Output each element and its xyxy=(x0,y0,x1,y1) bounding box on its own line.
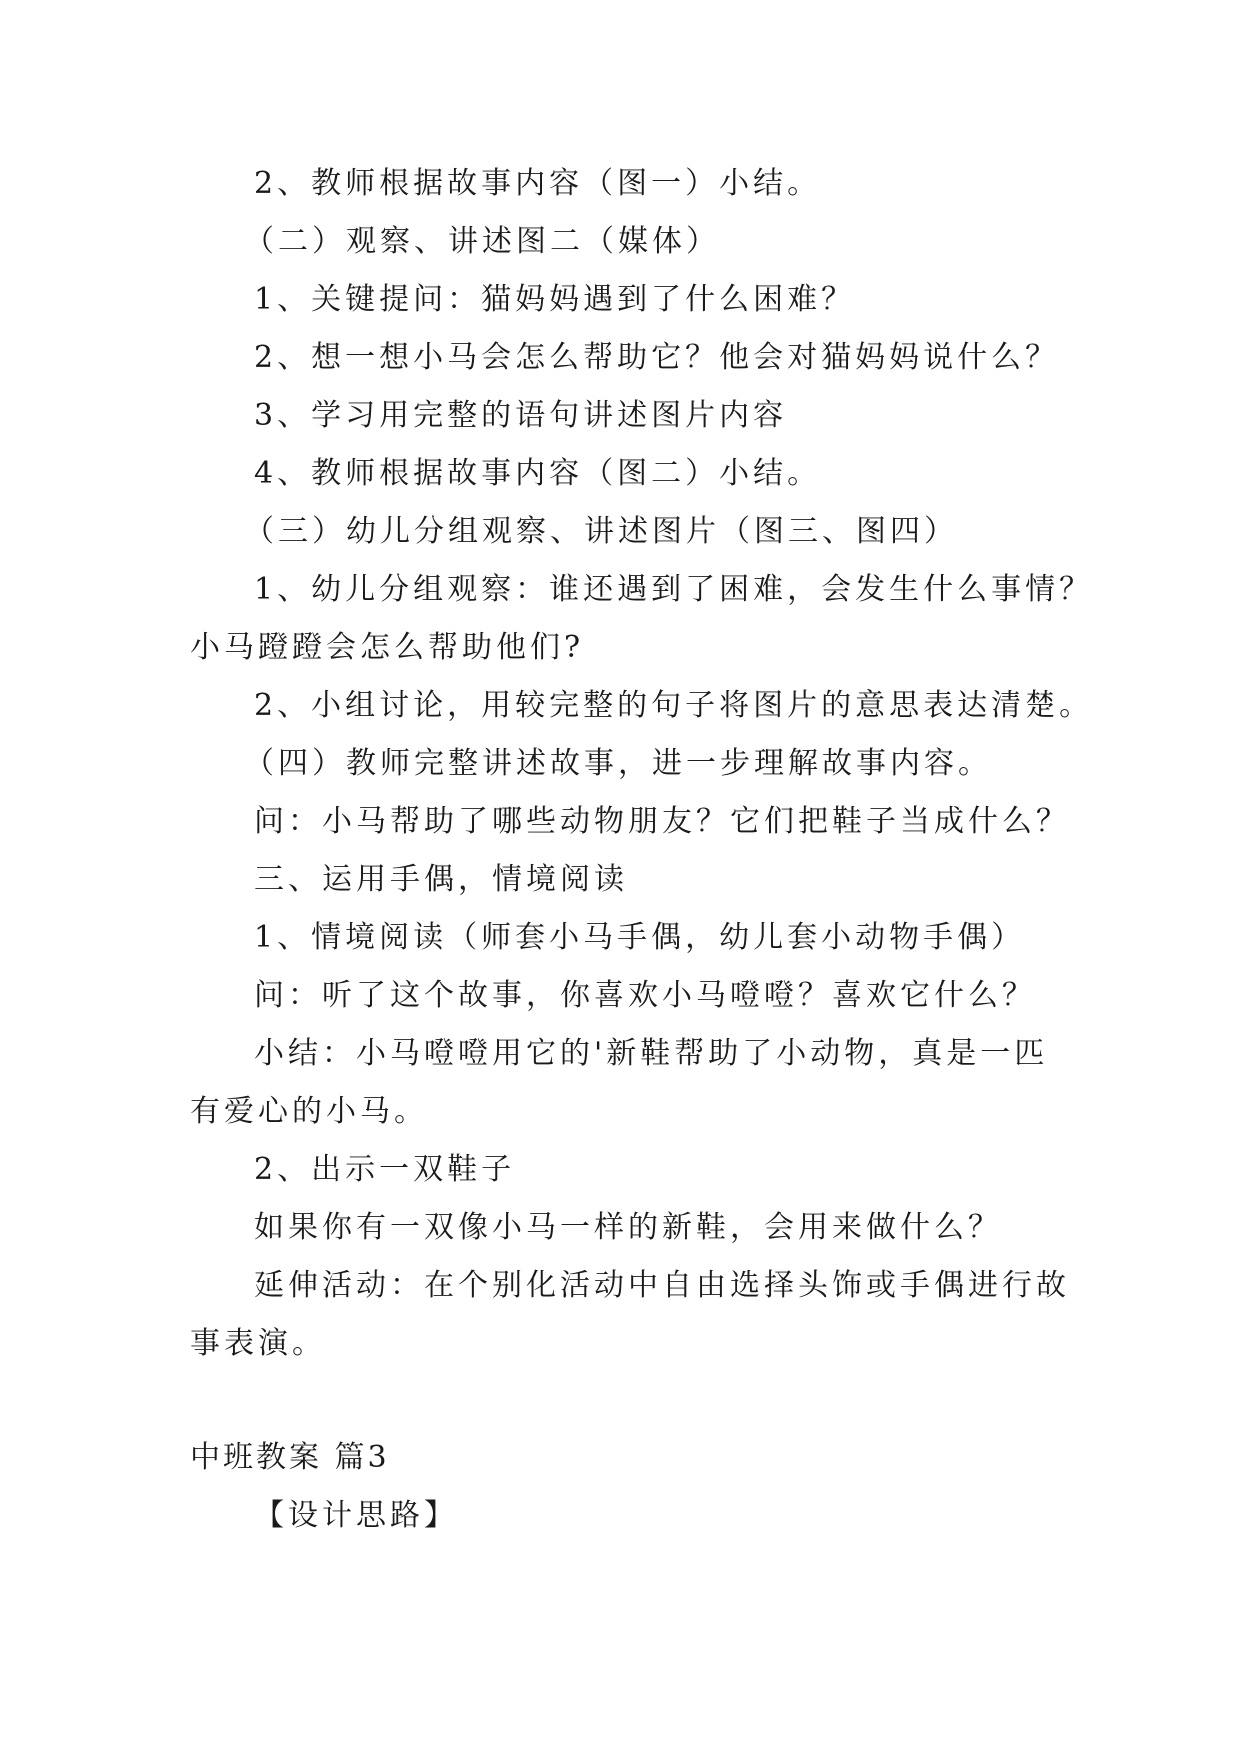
paragraph-line: 如果你有一双像小马一样的新鞋，会用来做什么？ xyxy=(254,1210,1002,1245)
paragraph-line: 4、教师根据故事内容（图二）小结。 xyxy=(254,456,822,491)
paragraph-line: 3、学习用完整的语句讲述图片内容 xyxy=(254,398,788,433)
design-heading: 【设计思路】 xyxy=(254,1498,458,1533)
paragraph-line: 1、关键提问：猫妈妈遇到了什么困难？ xyxy=(254,282,856,317)
paragraph-line: 1、幼儿分组观察：谁还遇到了困难，会发生什么事情？ xyxy=(254,572,1094,607)
paragraph-line: 事表演。 xyxy=(190,1326,326,1361)
paragraph-line: 2、小组讨论，用较完整的句子将图片的意思表达清楚。 xyxy=(254,688,1094,723)
paragraph-line: 2、想一想小马会怎么帮助它？他会对猫妈妈说什么？ xyxy=(254,340,1060,375)
paragraph-line: 延伸活动：在个别化活动中自由选择头饰或手偶进行故 xyxy=(254,1268,1070,1303)
paragraph-line: 有爱心的小马。 xyxy=(190,1094,428,1129)
sub-heading: （三）幼儿分组观察、讲述图片（图三、图四） xyxy=(244,514,958,549)
sub-heading: （二）观察、讲述图二（媒体） xyxy=(244,224,720,259)
paragraph-line: 1、情境阅读（师套小马手偶，幼儿套小动物手偶） xyxy=(254,920,1026,955)
paragraph-line: 小结：小马噔噔用它的'新鞋帮助了小动物，真是一匹 xyxy=(254,1036,1049,1071)
paragraph-line: 问：听了这个故事，你喜欢小马噔噔？喜欢它什么？ xyxy=(254,978,1036,1013)
paragraph-line: 问：小马帮助了哪些动物朋友？它们把鞋子当成什么？ xyxy=(254,804,1070,839)
section-title: 中班教案 篇3 xyxy=(190,1440,390,1475)
paragraph-line: 三、运用手偶，情境阅读 xyxy=(254,862,628,897)
paragraph-line: 2、教师根据故事内容（图一）小结。 xyxy=(254,166,822,201)
paragraph-line: 小马蹬蹬会怎么帮助他们? xyxy=(190,630,585,665)
sub-heading: （四）教师完整讲述故事，进一步理解故事内容。 xyxy=(244,746,992,781)
paragraph-line: 2、出示一双鞋子 xyxy=(254,1152,516,1187)
